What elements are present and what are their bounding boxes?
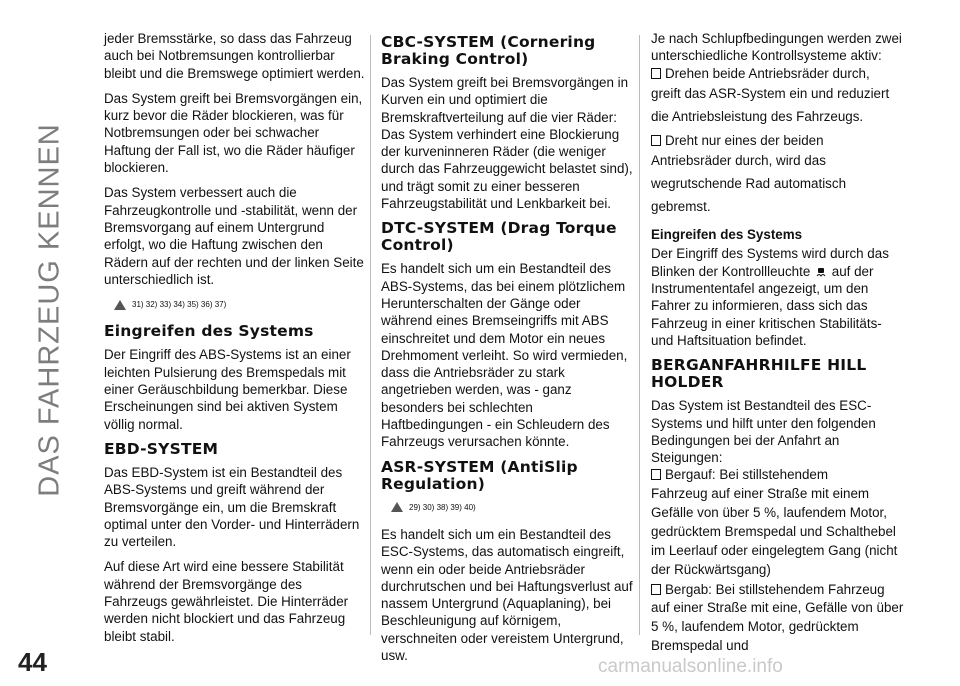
section-heading-cbc: CBC-SYSTEM (Cornering Braking Control) bbox=[381, 33, 596, 68]
paragraph: Das System greift bei Bremsvorgängen ein, kurz bevor die Räder blockieren, was für Notbremsungen oder bei schwacher Haftung der Fall ist, wo die Räder häufiger blockieren. bbox=[104, 90, 363, 176]
paragraph: greift das ASR-System ein und reduziert die Antriebsleistung des Fahrzeugs. bbox=[651, 85, 890, 124]
checkbox-square-icon bbox=[651, 68, 661, 79]
esc-warning-light-icon bbox=[816, 267, 826, 277]
column-1 bbox=[104, 30, 366, 653]
note-reference-numbers: 31) 32) 33) 34) 35) 36) 37) bbox=[132, 300, 227, 310]
list-item: Dreht nur eines der beiden bbox=[651, 132, 906, 149]
warning-triangle-icon bbox=[114, 300, 126, 310]
column-divider-2 bbox=[639, 35, 640, 635]
section-heading-hill-holder: BERGANFAHRHILFE HILL HOLDER bbox=[651, 356, 867, 392]
list-item: Bergauf: Bei stillstehendem bbox=[651, 466, 906, 483]
page-number: 44 bbox=[18, 647, 47, 677]
section-heading-eingreifen: Eingreifen des Systems bbox=[104, 322, 314, 341]
checkbox-square-icon bbox=[651, 584, 661, 595]
column-divider-1 bbox=[370, 35, 371, 635]
warning-note-refs bbox=[114, 296, 366, 313]
paragraph: Das System ist Bestandteil des ESC-Systems und hilft unter den folgenden Bedingungen bei der Anfahrt an Steigungen: bbox=[651, 398, 876, 466]
section-heading-dtc: DTC-SYSTEM (Drag Torque Control) bbox=[381, 219, 617, 255]
watermark-text: carmanualsonline.info bbox=[598, 656, 783, 677]
paragraph: auf einer Straße mit eine, Gefälle von über 5 %, laufendem Motor, gedrücktem Bremspedal und bbox=[651, 600, 904, 654]
section-heading-eingreifen: Eingreifen des Systems bbox=[651, 227, 803, 243]
list-item: Drehen beide Antriebsräder durch, bbox=[651, 65, 906, 82]
paragraph: Das System greift bei Bremsvorgängen in Kurven ein und optimiert die Bremskraftverteilung auf die vier Räder: Das System verhindert eine Blockierung der kurveninneren Räder (die weniger durch das Fahrzeuggewicht belastet sind), und trägt somit zu einer besseren Fahrzeugstabilität und Lenkbarkeit bei. bbox=[381, 75, 633, 212]
paragraph: Je nach Schlupfbedingungen werden zwei unterschiedliche Kontrollsysteme aktiv: bbox=[651, 31, 902, 64]
checkbox-square-icon bbox=[651, 135, 661, 146]
note-reference-numbers: 29) 30) 38) 39) 40) bbox=[409, 502, 476, 512]
paragraph: jeder Bremsstärke, so dass das Fahrzeug auch bei Notbremsungen kontrollierbar bleibt und die Bremswege optimiert werden. bbox=[104, 31, 365, 81]
paragraph: Antriebsräder durch, wird das wegrutschende Rad automatisch gebremst. bbox=[651, 153, 847, 215]
paragraph: Es handelt sich um ein Bestandteil des ABS-Systems, das bei einem plötzlichem Herunterschalten der Gänge oder während eines Bremseingriffs mit ABS einschreitet und dem Motor ein neues Drehmoment verleiht. So wird vermieden, dass die Antriebsräder zu stark angetrieben werden, was - ganz besonders bei schlechten Haftbedingungen - ein Schleudern des Fahrzeugs verursachen könnte. bbox=[381, 261, 628, 450]
warning-note-refs bbox=[391, 499, 635, 516]
section-heading-asr: ASR-SYSTEM (AntiSlip Regulation) bbox=[381, 457, 578, 493]
paragraph: Auf diese Art wird eine bessere Stabilität während der Bremsvorgänge des Fahrzeugs gewährleistet. Die Hinterräder werden nicht blockiert und das Fahrzeug bleibt stabil. bbox=[104, 559, 349, 644]
chapter-side-title: DAS FAHRZEUG KENNEN bbox=[33, 123, 66, 497]
paragraph: Das EBD-System ist ein Bestandteil des ABS-Systems und greift während der Bremsvorgänge ein, um die Bremskraft optimal unter den Vorder- und Hinterrädern zu verteilen. bbox=[104, 464, 360, 550]
checkbox-square-icon bbox=[651, 469, 661, 480]
paragraph: Der Eingriff des ABS-Systems ist an einer leichten Pulsierung des Bremspedals mit einer Geräuschbildung bemerkbar. Diese Erscheinungen sind bei aktiven System völlig normal. bbox=[104, 347, 351, 432]
paragraph: Der Eingriff des Systems wird durch das Blinken der Kontrollleuchte auf der Instrumententafel angezeigt, um den Fahrer zu informieren, dass sich das Fahrzeug in einer kritischen Stabilitäts- und Haftsituation befindet. bbox=[651, 246, 889, 348]
column-3 bbox=[651, 30, 906, 663]
paragraph: Es handelt sich um ein Bestandteil des ESC-Systems, das automatisch eingreift, wenn ein oder beide Antriebsräder durchrutschen und bei Haftungsverlust auf nassem Untergrund (Aquaplaning), bei Beschleunigung auf körnigem, verschneiten oder vereistem Untergrund, usw. bbox=[381, 526, 633, 664]
list-item: Bergab: Bei stillstehendem Fahrzeug bbox=[651, 581, 906, 598]
section-heading-ebd: EBD-SYSTEM bbox=[104, 439, 219, 458]
paragraph: Fahrzeug auf einer Straße mit einem Gefälle von über 5 %, laufendem Motor, gedrücktem Bremspedal und Schalthebel im Leerlauf oder eingelegtem Gang (nicht der Rückwärtsgang) bbox=[651, 485, 898, 577]
warning-triangle-icon bbox=[391, 502, 403, 512]
paragraph: Das System verbessert auch die Fahrzeugkontrolle und -stabilität, wenn der Bremsvorgang auf einem Untergrund erfolgt, wo die Haftung zwischen den Rädern auf der rechten und der linken Seite unterschiedlich ist. bbox=[104, 185, 364, 287]
column-2 bbox=[381, 30, 635, 672]
